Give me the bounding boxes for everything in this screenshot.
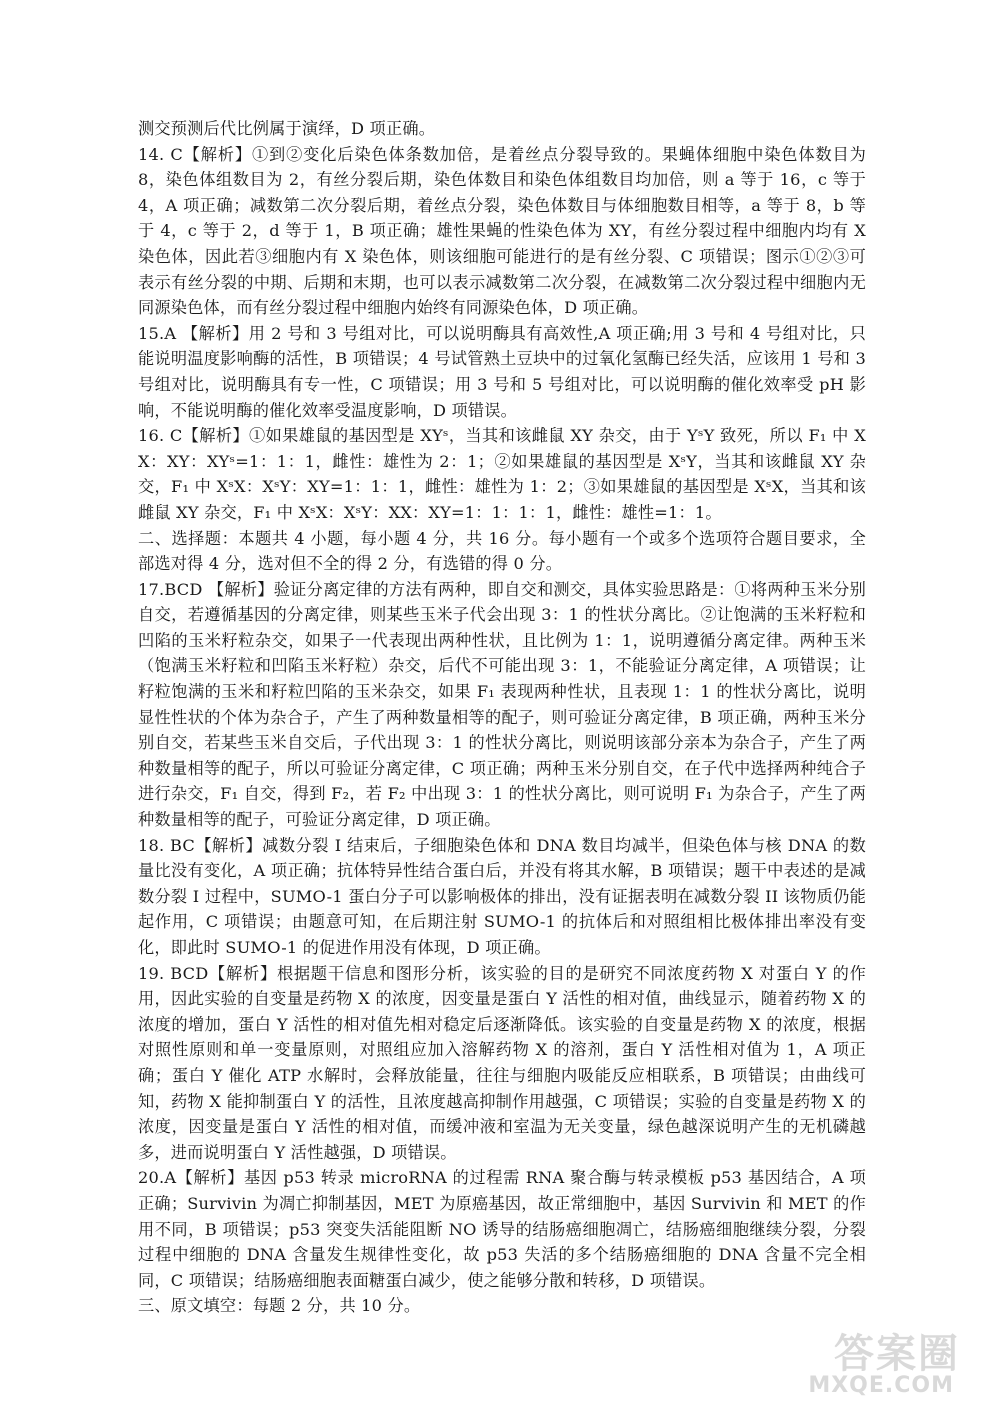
paragraph-question-18: 18. BC【解析】减数分裂 I 结束后，子细胞染色体和 DNA 数目均减半，但染色体与核 DNA 的数量比没有变化，A 项正确；抗体特异性结合蛋白后，并没有将其水解，B 项错误；题干中表述的是减数分裂 I 过程中，SUMO-1 蛋白分子可以影响极体的排出，没有证据表明在减数分裂 II 该物质仍能起作用，C 项错误；由题意可知，在后期注射 SUMO-1 的抗体后和对照组相比极体排出率没有变化，即此时 SUMO-1 的促进作用没有体现，D 项正确。: [138, 835, 866, 957]
paragraph-question-16: 16. C【解析】①如果雄鼠的基因型是 XYˢ，当其和该雌鼠 XY 杂交，由于 YˢY 致死，所以 F₁ 中 XX：XY：XYˢ=1：1：1，雌性：雄性为 2：1；②如果雄鼠的基因型是 XˢY，当其和该雌鼠 XY 杂交，F₁ 中 XˢX：XˢY：XY=1：1：1，雌性：雄性为 1：2；③如果雄鼠的基因型是 XˢX，当其和该雌鼠 XY 杂交，F₁ 中 XˢX：XˢY：XX：XY=1：1：1：1，雌性：雄性=1：1。: [138, 426, 866, 522]
answer-explanation-page: [138, 116, 866, 1319]
section-heading-multiple-choice: 二、选择题：本题共 4 小题，每小题 4 分，共 16 分。每小题有一个或多个选项符合题目要求，全部选对得 4 分，选对但不全的得 2 分，有选错的得 0 分。: [138, 528, 866, 574]
paragraph-13-end: 测交预测后代比例属于演绎，D 项正确。: [138, 119, 436, 138]
section-heading-fill-in: 三、原文填空：每题 2 分，共 10 分。: [138, 1296, 421, 1316]
site-logo-watermark: [790, 1322, 960, 1402]
paragraph-question-20: 20.A【解析】基因 p53 转录 microRNA 的过程需 RNA 聚合酶与转录模板 p53 基因结合，A 项正确；Survivin 为凋亡抑制基因，MET 为原癌基因，故正常细胞中，基因 Survivin 和 MET 的作用不同，B 项错误；p53 突变失活能阻断 NO 诱导的结肠癌细胞凋亡，结肠癌细胞继续分裂，分裂过程中细胞的 DNA 含量发生规律性变化，故 p53 失活的多个结肠癌细胞的 DNA 含量不完全相同，C 项错误；结肠癌细胞表面糖蛋白减少，使之能够分散和转移，D 项错误。: [138, 1168, 866, 1290]
paragraph-question-14: 14. C【解析】①到②变化后染色体条数加倍，是着丝点分裂导致的。果蝇体细胞中染色体数目为 8，染色体组数目为 2，有丝分裂后期，染色体数目和染色体组数目均加倍，则 a 等于 16，c 等于 4，A 项正确；减数第二次分裂后期，着丝点分裂，染色体数目与体细胞数目相等，a 等于 8，b 等于 4，c 等于 2，d 等于 1，B 项正确；雄性果蝇的性染色体为 XY，有丝分裂过程中细胞内均有 X 染色体，因此若③细胞内有 X 染色体，则该细胞可能进行的是有丝分裂、C 项错误；图示①②③可表示有丝分裂的中期、后期和末期，也可以表示减数第二次分裂，在减数第二次分裂过程中细胞内无同源染色体，而有丝分裂过程中细胞内始终有同源染色体，D 项正确。: [138, 144, 866, 318]
paragraph-question-17: 17.BCD 【解析】验证分离定律的方法有两种，即自交和测交，具体实验思路是：①将两种玉米分别自交，若遵循基因的分离定律，则某些玉米子代会出现 3：1 的性状分离比。②让饱满的玉米籽粒和凹陷的玉米籽粒杂交，如果子一代表现出两种性状，且比例为 1：1，说明遵循分离定律。两种玉米（饱满玉米籽粒和凹陷玉米籽粒）杂交，后代不可能出现 3：1，不能验证分离定律，A 项错误；让籽粒饱满的玉米和籽粒凹陷的玉米杂交，如果 F₁ 表现两种性状，且表现 1：1 的性状分离比，说明显性性状的个体为杂合子，产生了两种数量相等的配子，则可验证分离定律，B 项正确，两种玉米分别自交，若某些玉米自交后，子代出现 3：1 的性状分离比，则说明该部分亲本为杂合子，产生了两种数量相等的配子，所以可验证分离定律，C 项正确；两种玉米分别自交，在子代中选择两种纯合子进行杂交，F₁ 自交，得到 F₂，若 F₂ 中出现 3：1 的性状分离比，则可说明 F₁ 为杂合子，产生了两种数量相等的配子，可验证分离定律，D 项正确。: [138, 579, 866, 830]
logo-text: 答案圈: [834, 1331, 960, 1377]
logo-url: MXQE.COM: [808, 1373, 954, 1398]
paragraph-question-19: 19. BCD【解析】根据题干信息和图形分析，该实验的目的是研究不同浓度药物 X 对蛋白 Y 的作用，因此实验的自变量是药物 X 的浓度，因变量是蛋白 Y 活性的相对值，曲线显示，随着药物 X 的浓度的增加，蛋白 Y 活性的相对值先相对稳定后逐渐降低。该实验的自变量是药物 X 的浓度，根据对照性原则和单一变量原则，对照组应加入溶解药物 X 的溶剂，蛋白 Y 活性相对值为 1，A 项正确；蛋白 Y 催化 ATP 水解时，会释放能量，往往与细胞内吸能反应相联系，B 项错误；由曲线可知，药物 X 能抑制蛋白 Y 的活性，且浓度越高抑制作用越强，C 项错误；实验的自变量是药物 X 的浓度，因变量是蛋白 Y 活性的相对值，而缓冲液和室温为无关变量，绿色越深说明产生的无机磷越多，进而说明蛋白 Y 活性越强，D 项错误。: [138, 963, 866, 1162]
paragraph-question-15: 15.A 【解析】用 2 号和 3 号组对比，可以说明酶具有高效性,A 项正确;用 3 号和 4 号组对比，只能说明温度影响酶的活性，B 项错误；4 号试管熟土豆块中的过氧化氢酶已经失活，应该用 1 号和 3 号组对比，说明酶具有专一性，C 项错误；用 3 号和 5 号组对比，可以说明酶的催化效率受 pH 影响，不能说明酶的催化效率受温度影响，D 项错误。: [138, 323, 866, 420]
